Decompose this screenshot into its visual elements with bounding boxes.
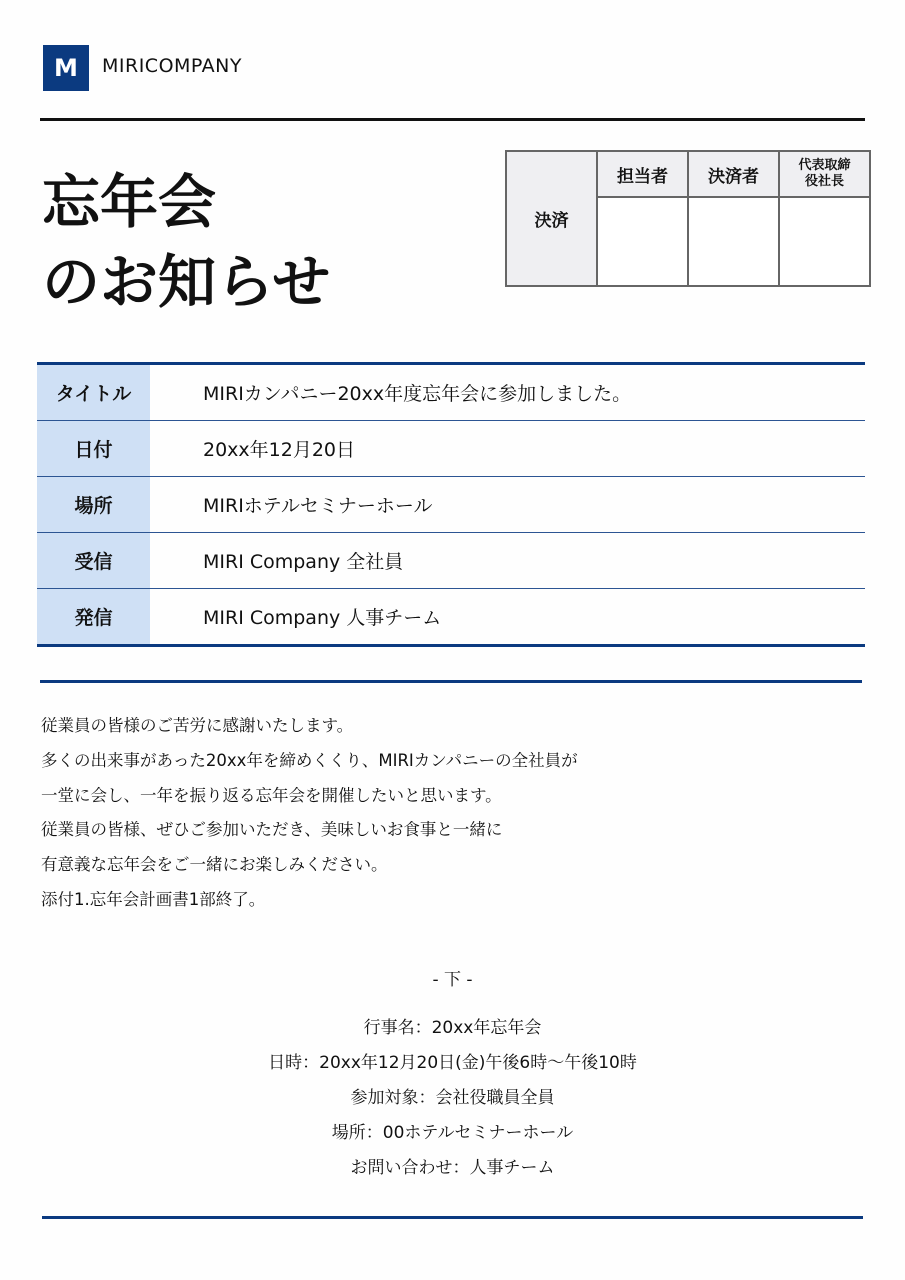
info-label: 発信 (37, 589, 150, 644)
info-label: 日付 (37, 421, 150, 476)
detail-line: 行事名：20xx年忘年会 (363, 1018, 542, 1038)
title-line-1: 忘年会 (42, 168, 217, 236)
body-line: 従業員の皆様、ぜひご参加いただき、美味しいお食事と一緒に (41, 820, 503, 840)
info-value: MIRI Company 全社員 (203, 551, 404, 573)
detail-line: 参加対象：会社役職員全員 (350, 1088, 555, 1108)
info-value: MIRI Company 人事チーム (203, 607, 442, 629)
event-details (0, 1011, 905, 1186)
body-line: 多くの出来事があった20xx年を締めくくり、MIRIカンパニーの全社員が (41, 750, 578, 770)
approval-header-ceo (779, 151, 870, 197)
section-separator: - 下 - (432, 970, 473, 990)
detail-line: 日時：20xx年12月20日(金)午後6時～午後10時 (268, 1053, 637, 1073)
detail-line: お問い合わせ：人事チーム (350, 1158, 555, 1178)
info-row-place (37, 476, 865, 532)
ceo-header-line-1: 代表取締 (798, 158, 851, 173)
body-line: 一堂に会し、一年を振り返る忘年会を開催したいと思います。 (41, 785, 502, 805)
body-line: 有意義な忘年会をご一緒にお楽しみください。 (41, 855, 388, 875)
info-label: タイトル (37, 365, 150, 420)
info-value: 20xx年12月20日 (203, 439, 356, 461)
approval-side-label: 決済 (506, 151, 597, 286)
info-value: MIRIホテルセミナーホール (203, 495, 433, 517)
info-row-title (37, 365, 865, 420)
footer-divider (42, 1216, 863, 1219)
approval-header-staff: 担当者 (597, 151, 688, 197)
page-title (42, 162, 330, 322)
approval-box-staff[interactable] (597, 197, 688, 286)
approval-table (505, 150, 871, 287)
body-divider-top (40, 680, 862, 683)
approval-box-ceo[interactable] (779, 197, 870, 286)
detail-line: 場所：00ホテルセミナーホール (331, 1123, 574, 1143)
company-name: MIRICOMPANY (102, 55, 242, 77)
title-line-2: のお知らせ (42, 248, 331, 316)
info-row-recipient (37, 532, 865, 588)
body-text (41, 709, 578, 918)
info-label: 場所 (37, 477, 150, 532)
info-label: 受信 (37, 533, 150, 588)
info-table (37, 362, 865, 647)
info-value: MIRIカンパニー20xx年度忘年会に参加しました。 (203, 383, 632, 405)
approval-box-approver[interactable] (688, 197, 779, 286)
approval-header-approver: 決済者 (688, 151, 779, 197)
info-row-sender (37, 588, 865, 644)
header-divider (40, 118, 865, 121)
company-logo: M (43, 45, 89, 91)
body-line: 従業員の皆様のご苦労に感謝いたします。 (41, 716, 354, 735)
ceo-header-line-2: 役社長 (804, 174, 844, 189)
info-row-date (37, 420, 865, 476)
body-line: 添付1.忘年会計画書1部終了。 (41, 889, 266, 909)
